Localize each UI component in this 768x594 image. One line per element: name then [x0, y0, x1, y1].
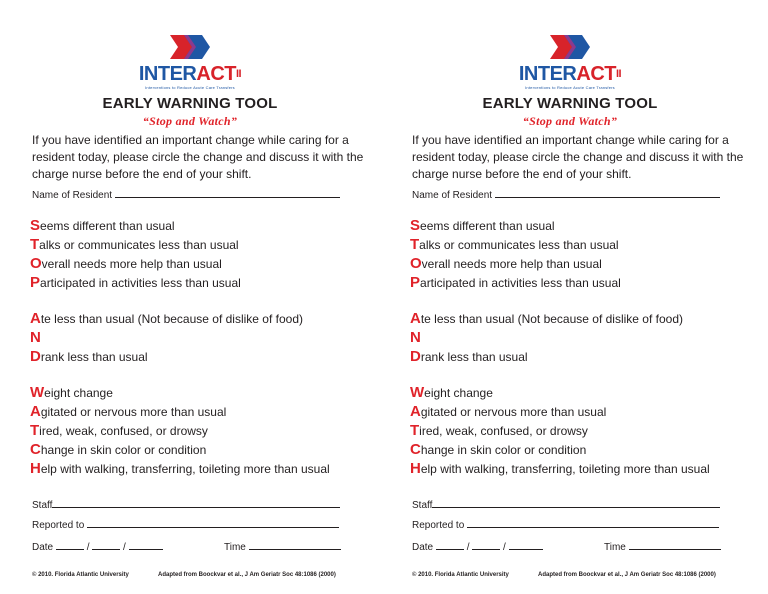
- item-initial-letter: A: [30, 403, 41, 420]
- resident-name-field[interactable]: [495, 188, 720, 198]
- item-text: te less than usual (Not because of dislike of food): [40, 312, 303, 326]
- logo-word-part1: INTER: [138, 63, 197, 85]
- stop-group: [410, 216, 760, 292]
- warning-item[interactable]: [410, 328, 760, 347]
- reported-row: [32, 518, 339, 531]
- time-field[interactable]: [629, 540, 721, 550]
- item-text: elp with walking, transferring, toileting more than usual: [40, 462, 330, 476]
- date-month-field[interactable]: [436, 540, 464, 550]
- logo-tagline: Interventions to Reduce Acute Care Transfers: [525, 85, 615, 90]
- logo-word-part2: ACT: [196, 63, 236, 85]
- item-text: eight change: [424, 386, 493, 400]
- date-day-field[interactable]: [92, 540, 120, 550]
- warning-card-left: [30, 0, 380, 594]
- time-label: Time: [604, 542, 626, 553]
- staff-label: Staff: [32, 500, 53, 511]
- item-initial-letter: D: [410, 348, 421, 365]
- item-initial-letter: A: [30, 310, 41, 327]
- warning-item[interactable]: [30, 273, 380, 292]
- warning-item[interactable]: [30, 254, 380, 273]
- item-text: eight change: [44, 386, 113, 400]
- footer-citation: Adapted from Boockvar et al., J Am Geriatr Soc 48:1086 (2000): [538, 572, 716, 578]
- date-month-field[interactable]: [56, 540, 84, 550]
- intro-text: If you have identified an important change while caring for a resident today, please circle the change and discuss it with the charge nurse before the end of your shift.: [32, 133, 364, 181]
- item-initial-letter: D: [30, 348, 41, 365]
- item-initial-letter: T: [30, 236, 40, 253]
- logo-tagline: Interventions to Reduce Acute Care Transfers: [145, 85, 235, 90]
- item-initial-letter: T: [30, 422, 40, 439]
- date-separator: /: [86, 542, 90, 553]
- watch-group: [410, 383, 760, 478]
- date-separator: /: [466, 542, 470, 553]
- watch-group: [30, 383, 380, 478]
- item-initial-letter: A: [410, 403, 421, 420]
- resident-name-label: Name of Resident: [412, 190, 493, 201]
- item-initial-letter: C: [30, 441, 41, 458]
- page-subtitle: “Stop and Watch”: [142, 114, 238, 128]
- footer-copyright: © 2010. Florida Atlantic University: [32, 572, 129, 578]
- item-initial-letter: T: [410, 236, 420, 253]
- item-text: eems different than usual: [420, 219, 555, 233]
- logo-superscript: II: [235, 68, 242, 80]
- item-text: te less than usual (Not because of dislike of food): [420, 312, 683, 326]
- item-text: rank less than usual: [40, 350, 148, 364]
- item-text: eems different than usual: [40, 219, 175, 233]
- item-initial-letter: W: [30, 384, 45, 401]
- warning-item[interactable]: [410, 402, 760, 421]
- item-text: gitated or nervous more than usual: [420, 405, 607, 419]
- item-text: alks or communicates less than usual: [419, 238, 619, 252]
- item-initial-letter: S: [410, 217, 421, 234]
- item-initial-letter: O: [410, 255, 422, 272]
- resident-name-row: [412, 188, 720, 201]
- interact-logo: [410, 32, 730, 92]
- warning-item[interactable]: [30, 347, 380, 366]
- warning-item[interactable]: [410, 235, 760, 254]
- reported-to-label: Reported to: [32, 520, 85, 531]
- interact-logo-icon: [548, 32, 592, 62]
- date-label: Date: [32, 542, 54, 553]
- item-initial-letter: H: [410, 460, 421, 477]
- and-group: [410, 309, 760, 366]
- time-group: [224, 540, 341, 553]
- logo-superscript: II: [615, 68, 622, 80]
- warning-item[interactable]: [410, 421, 760, 440]
- stop-group: [30, 216, 380, 292]
- warning-item[interactable]: [410, 383, 760, 402]
- item-text: verall needs more help than usual: [421, 257, 602, 271]
- resident-name-row: [32, 188, 340, 201]
- and-group: [30, 309, 380, 366]
- date-year-field[interactable]: [129, 540, 163, 550]
- date-separator: /: [503, 542, 506, 553]
- item-initial-letter: C: [410, 441, 421, 458]
- item-initial-letter: N: [410, 329, 421, 346]
- logo-word-part1: INTER: [518, 63, 577, 85]
- item-initial-letter: P: [410, 274, 421, 291]
- footer-citation: Adapted from Boockvar et al., J Am Geriatr Soc 48:1086 (2000): [158, 572, 336, 578]
- warning-item[interactable]: [30, 402, 380, 421]
- item-initial-letter: T: [410, 422, 420, 439]
- item-text: rank less than usual: [420, 350, 528, 364]
- item-text: articipated in activities less than usual: [40, 276, 241, 290]
- interact-logo: [30, 32, 350, 92]
- item-initial-letter: N: [30, 329, 41, 346]
- warning-item[interactable]: [30, 309, 380, 328]
- time-label: Time: [224, 542, 246, 553]
- date-time-row: [32, 540, 352, 553]
- item-text: elp with walking, transferring, toileting more than usual: [420, 462, 710, 476]
- date-separator: /: [123, 542, 126, 553]
- reported-to-label: Reported to: [412, 520, 465, 531]
- warning-item[interactable]: [410, 440, 760, 459]
- warning-item[interactable]: [410, 309, 760, 328]
- reported-to-field[interactable]: [467, 518, 719, 528]
- logo-wordmark: [30, 64, 350, 84]
- item-initial-letter: O: [30, 255, 42, 272]
- item-text: verall needs more help than usual: [41, 257, 222, 271]
- page-title: EARLY WARNING TOOL: [102, 95, 278, 112]
- warning-item[interactable]: [30, 383, 380, 402]
- logo-word-part2: ACT: [576, 63, 616, 85]
- date-label: Date: [412, 542, 434, 553]
- warning-item[interactable]: [30, 421, 380, 440]
- intro-text: If you have identified an important change while caring for a resident today, please circle the change and discuss it with the charge nurse before the end of your shift.: [412, 133, 744, 181]
- warning-item[interactable]: [30, 440, 380, 459]
- item-initial-letter: A: [410, 310, 421, 327]
- warning-item[interactable]: [410, 254, 760, 273]
- warning-item[interactable]: [30, 216, 380, 235]
- time-field[interactable]: [249, 540, 341, 550]
- staff-row: [32, 498, 340, 511]
- staff-label: Staff: [412, 500, 433, 511]
- footer-copyright: © 2010. Florida Atlantic University: [412, 572, 509, 578]
- item-text: ired, weak, confused, or drowsy: [39, 424, 208, 438]
- warning-item[interactable]: [410, 459, 760, 478]
- staff-field[interactable]: [52, 498, 340, 508]
- item-initial-letter: S: [30, 217, 41, 234]
- warning-item[interactable]: [410, 273, 760, 292]
- item-initial-letter: P: [30, 274, 41, 291]
- item-text: articipated in activities less than usual: [420, 276, 621, 290]
- date-year-field[interactable]: [509, 540, 543, 550]
- warning-item[interactable]: [30, 328, 380, 347]
- staff-field[interactable]: [432, 498, 720, 508]
- item-initial-letter: W: [410, 384, 425, 401]
- page-subtitle: “Stop and Watch”: [522, 114, 618, 128]
- reported-row: [412, 518, 719, 531]
- time-group: [604, 540, 721, 553]
- warning-item[interactable]: [30, 235, 380, 254]
- item-initial-letter: H: [30, 460, 41, 477]
- warning-item[interactable]: [30, 459, 380, 478]
- page-title: EARLY WARNING TOOL: [482, 95, 658, 112]
- item-text: gitated or nervous more than usual: [40, 405, 227, 419]
- item-text: ired, weak, confused, or drowsy: [419, 424, 588, 438]
- date-day-field[interactable]: [472, 540, 500, 550]
- logo-wordmark: [410, 64, 730, 84]
- warning-item[interactable]: [410, 216, 760, 235]
- resident-name-label: Name of Resident: [32, 190, 113, 201]
- item-text: hange in skin color or condition: [40, 443, 207, 457]
- resident-name-field[interactable]: [115, 188, 340, 198]
- warning-item[interactable]: [410, 347, 760, 366]
- staff-row: [412, 498, 720, 511]
- item-text: hange in skin color or condition: [420, 443, 587, 457]
- interact-logo-icon: [168, 32, 212, 62]
- warning-card-right: [410, 0, 760, 594]
- reported-to-field[interactable]: [87, 518, 339, 528]
- item-text: alks or communicates less than usual: [39, 238, 239, 252]
- date-time-row: [412, 540, 732, 553]
